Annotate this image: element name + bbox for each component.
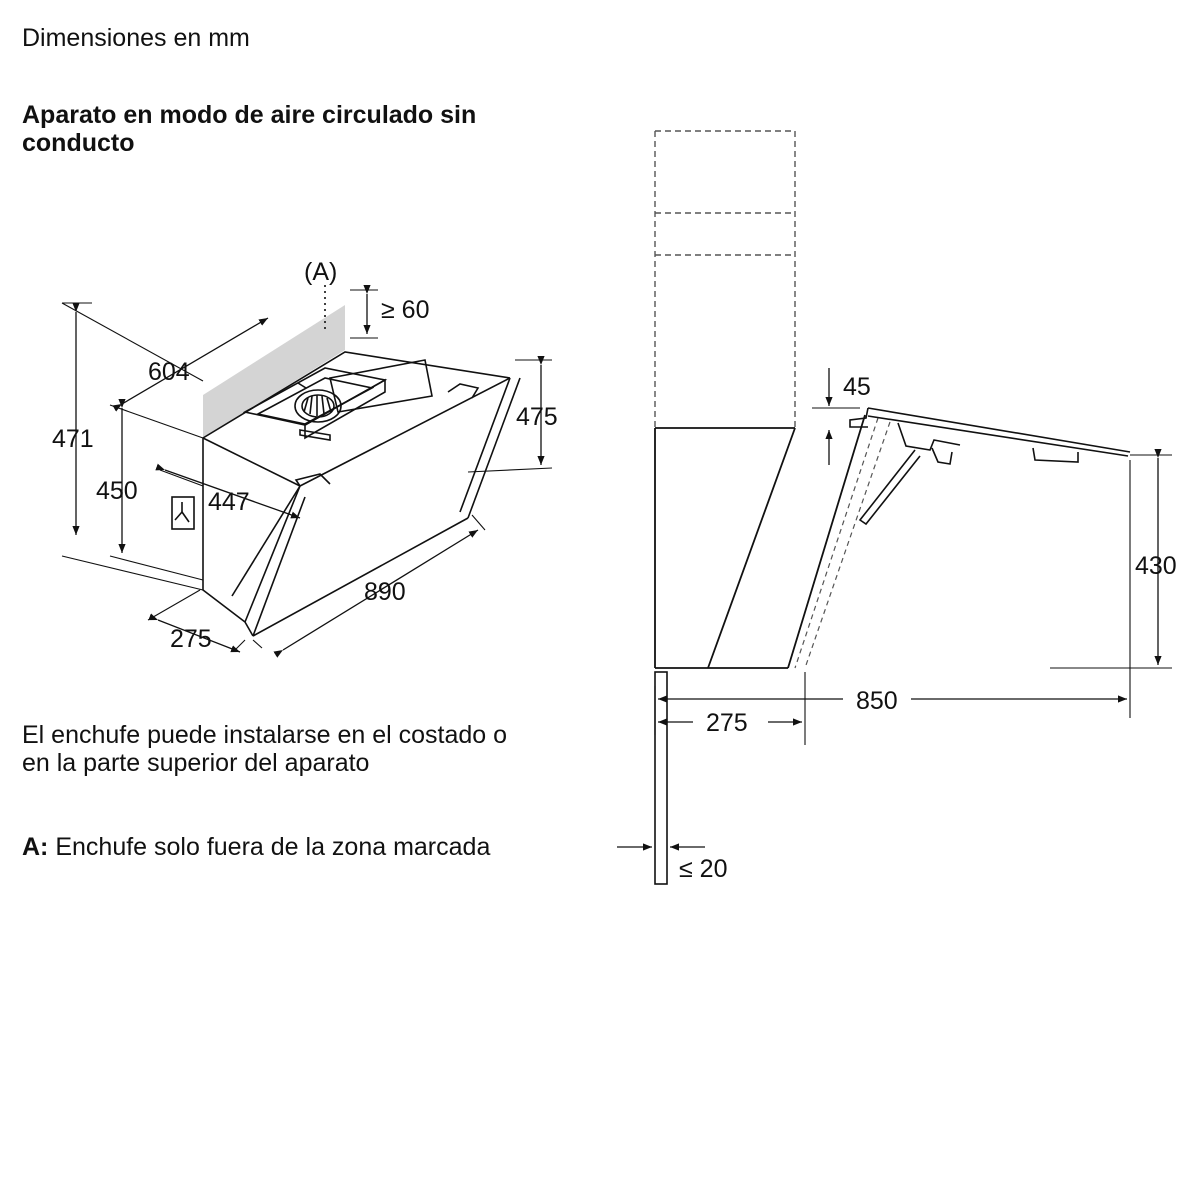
dim-top-gap-label: 45: [843, 373, 871, 401]
hood-profile: [655, 415, 865, 668]
dim-length-label: 890: [364, 578, 406, 606]
legend-text: Enchufe solo fuera de la zona marcada: [55, 833, 491, 861]
dim-width-label: 604: [148, 358, 190, 386]
dim-height-label: 430: [1135, 552, 1177, 580]
side-dimension-arrows: [617, 368, 1158, 847]
plug-note-line-2: en la parte superior del aparato: [22, 749, 370, 777]
glass-canopy: [850, 408, 1130, 524]
dim-depth-closed-label: 275: [706, 709, 748, 737]
section-title-line-2: conducto: [22, 129, 135, 157]
dim-depth-bottom-label: 275: [170, 625, 212, 653]
dim-depth-open-label: 850: [856, 687, 898, 715]
legend-key: A:: [22, 833, 49, 861]
plug-icon: [172, 497, 194, 529]
dim-height-front-label: 450: [96, 477, 138, 505]
dim-height-total-label: 471: [52, 425, 94, 453]
dim-wall-gap-label: ≤ 20: [679, 855, 728, 883]
dim-depth-panel-label: 447: [208, 488, 250, 516]
zone-a-label: (A): [304, 258, 338, 286]
side-view: [617, 131, 1172, 884]
iso-view: [62, 285, 552, 652]
section-title-line-1: Aparato en modo de aire circulado sin: [22, 101, 477, 129]
plug-note-line-1: El enchufe puede instalarse en el costado o: [22, 721, 508, 749]
side-extension-lines: [655, 408, 1172, 745]
page-header: Dimensiones en mm: [22, 24, 250, 52]
open-panel-dashed: [795, 418, 890, 668]
dim-height-rear-label: 475: [516, 403, 558, 431]
chimney-outline: [655, 131, 795, 428]
wall-strip: [655, 672, 667, 884]
dim-clearance-label: ≥ 60: [381, 296, 430, 324]
